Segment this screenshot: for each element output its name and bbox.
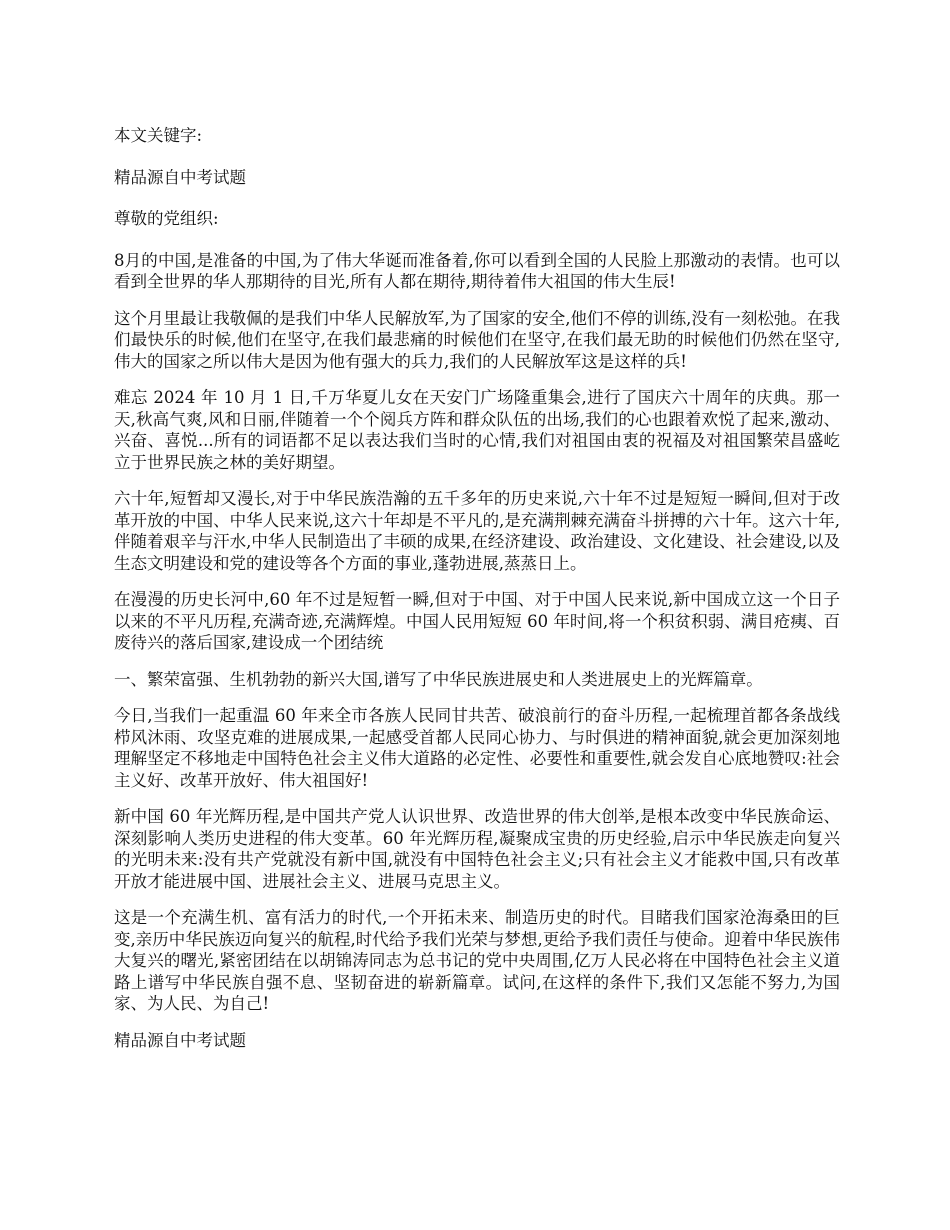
paragraph: 一、繁荣富强、生机勃勃的新兴大国,谱写了中华民族进展史和人类进展史上的光辉篇章。 — [114, 669, 763, 689]
paragraph: 在漫漫的历史长河中,60 年不过是短暂一瞬,但对于中国、对于中国人民来说,新中国成立这一个日子以来的不平凡历程,充满奇迹,充满辉煌。中国人民用短短 60 年时间,将一个积贫积弱、满目疮痍、百废待兴的落后国家,建设成一个团结统 — [114, 590, 840, 652]
keywords-label: 本文关键字: — [114, 126, 203, 145]
document-body — [114, 125, 840, 1071]
salutation: 尊敬的党组织: — [114, 209, 219, 228]
source-header: 精品源自中考试题 — [114, 167, 246, 187]
paragraph: 8月的中国,是准备的中国,为了伟大华诞而准备着,你可以看到全国的人民脸上那激动的表情。也可以看到全世界的华人那期待的目光,所有人都在期待,期待着伟大祖国的伟大生辰! — [114, 250, 840, 291]
paragraph: 六十年,短暂却又漫长,对于中华民族浩瀚的五千多年的历史来说,六十年不过是短短一瞬间,但对于改革开放的中国、中华人民来说,这六十年却是不平凡的,是充满荆棘充满奋斗拼搏的六十年。这六十年,伴随着艰辛与汗水,中华人民制造出了丰硕的成果,在经济建设、政治建设、文化建设、社会建设,以及生态文明建设和党的建设等各个方面的事业,蓬勃进展,蒸蒸日上。 — [114, 489, 840, 573]
paragraph: 这个月里最让我敬佩的是我们中华人民解放军,为了国家的安全,他们不停的训练,没有一刻松弛。在我们最快乐的时候,他们在坚守,在我们最悲痛的时候他们在坚守,在我们最无助的时候他们仍然在坚守,伟大的国家之所以伟大是因为他有强大的兵力,我们的人民解放军这是这样的兵! — [114, 308, 840, 371]
paragraph: 新中国 60 年光辉历程,是中国共产党人认识世界、改造世界的伟大创举,是根本改变中华民族命运、深刻影响人类历史进程的伟大变革。60 年光辉历程,凝聚成宝贵的历史经验,启示中华民族走向复兴的光明未来:没有共产党就没有新中国,就没有中国特色社会主义;只有社会主义才能救中国,只有改革开放才能进展中国、进展社会主义、进展马克思主义。 — [114, 807, 840, 891]
paragraph: 难忘 2024 年 10 月 1 日,千万华夏儿女在天安门广场隆重集会,进行了国庆六十周年的庆典。那一天,秋高气爽,风和日丽,伴随着一个个阅兵方阵和群众队伍的出场,我们的心也跟着欢悦了起来,激动、兴奋、喜悦...所有的词语都不足以表达我们当时的心情,我们对祖国由衷的祝福及对祖国繁荣昌盛屹立于世界民族之林的美好期望。 — [114, 388, 840, 472]
paragraph: 这是一个充满生机、富有活力的时代,一个开拓未来、制造历史的时代。目睹我们国家沧海桑田的巨变,亲历中华民族迈向复兴的航程,时代给予我们光荣与梦想,更给予我们责任与使命。迎着中华民族伟大复兴的曙光,紧密团结在以胡锦涛同志为总书记的党中央周围,亿万人民必将在中国特色社会主义道路上谱写中华民族自强不息、坚韧奋进的崭新篇章。试问,在这样的条件下,我们又怎能不努力,为国家、为人民、为自己! — [114, 908, 840, 1013]
paragraph: 今日,当我们一起重温 60 年来全市各族人民同甘共苦、破浪前行的奋斗历程,一起梳理首都各条战线栉风沐雨、攻坚克难的进展成果,一起感受首都人民同心协力、与时俱进的精神面貌,就会更加深刻地理解坚定不移地走中国特色社会主义伟大道路的必定性、必要性和重要性,就会发自心底地赞叹:社会主义好、改革开放好、伟大祖国好! — [114, 706, 840, 790]
source-footer: 精品源自中考试题 — [114, 1030, 246, 1050]
